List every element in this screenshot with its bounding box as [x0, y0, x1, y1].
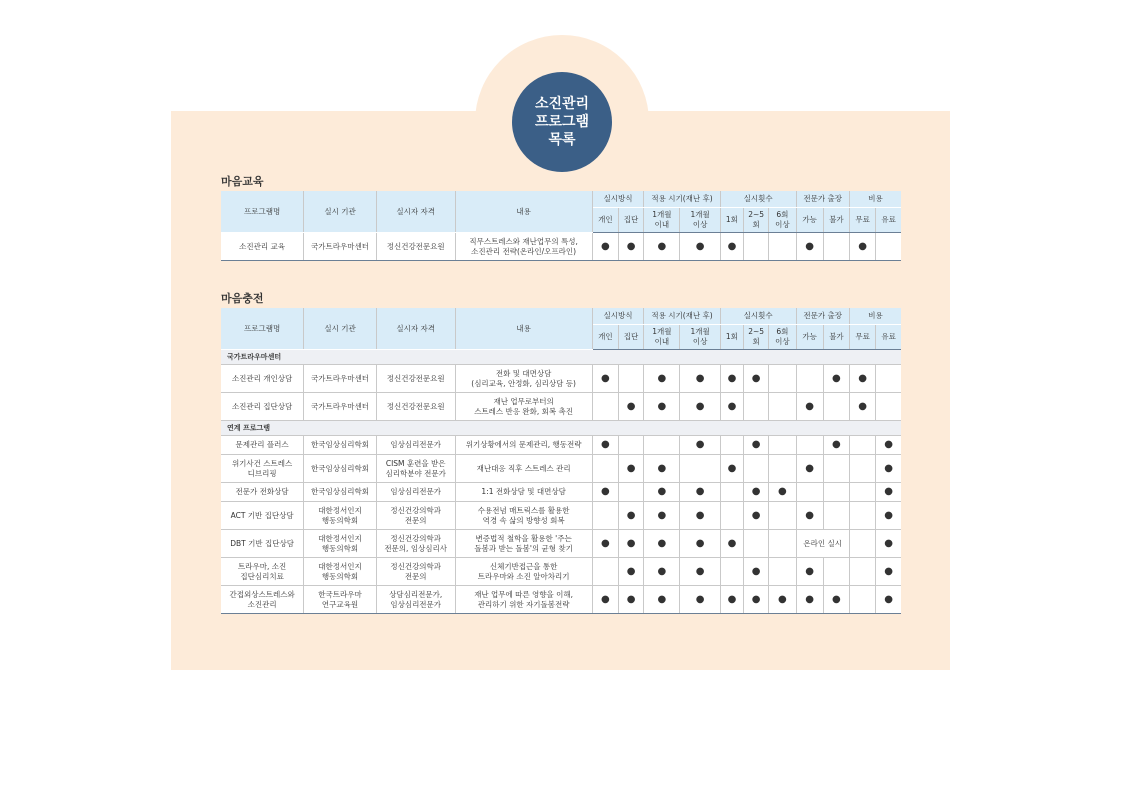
cell-mark	[823, 455, 849, 483]
cell-qual: 상담심리전문가, 임상심리전문가	[376, 586, 455, 614]
cell-mark: ●	[592, 365, 618, 393]
cell-mark	[644, 436, 680, 455]
cell-qual: 임상심리전문가	[376, 436, 455, 455]
cell-mark: ●	[796, 502, 823, 530]
cell-org: 국가트라우마센터	[304, 393, 377, 421]
header-sub: 유료	[876, 208, 901, 233]
cell-mark	[618, 365, 643, 393]
table-row	[221, 558, 901, 586]
cell-mark: ●	[680, 586, 720, 614]
cell-org: 국가트라우마센터	[304, 233, 377, 261]
cell-mark: ●	[796, 558, 823, 586]
cell-mark: ●	[680, 483, 720, 502]
cell-mark: ●	[592, 530, 618, 558]
cell-program: 트라우마, 소진 집단심리치료	[221, 558, 304, 586]
cell-mark	[796, 436, 823, 455]
cell-content: 재난대응 직후 스트레스 관리	[455, 455, 592, 483]
header-content: 내용	[455, 191, 592, 233]
cell-mark: ●	[644, 483, 680, 502]
cell-mark	[849, 586, 875, 614]
cell-mark	[592, 502, 618, 530]
cell-content: 수용전념 매트릭스를 활용한 역경 속 삶의 방향성 회복	[455, 502, 592, 530]
table-row	[221, 393, 901, 421]
cell-program: DBT 기반 집단상담	[221, 530, 304, 558]
cell-qual: 정신건강의학과 전문의, 임상심리사	[376, 530, 455, 558]
cell-mark	[720, 558, 743, 586]
cell-mark	[823, 393, 849, 421]
header-qual: 실시자 자격	[376, 308, 455, 350]
cell-mark	[823, 483, 849, 502]
cell-mark: ●	[618, 455, 643, 483]
cell-mark	[849, 530, 875, 558]
cell-mark	[823, 558, 849, 586]
cell-mark	[849, 502, 875, 530]
header-sub: 가능	[796, 208, 823, 233]
cell-mark: ●	[849, 393, 875, 421]
cell-program: ACT 기반 집단상담	[221, 502, 304, 530]
header-group: 전문가 출장	[796, 308, 849, 325]
cell-content: 변증법적 철학을 활용한 '주는 돌봄과 받는 돌봄'의 균형 찾기	[455, 530, 592, 558]
education-table	[221, 191, 901, 261]
cell-program: 전문가 전화상담	[221, 483, 304, 502]
header-org: 실시 기관	[304, 308, 377, 350]
cell-mark: ●	[823, 436, 849, 455]
header-sub: 불가	[823, 325, 849, 350]
section-title-recharge: 마음충전	[221, 292, 264, 305]
header-group: 실시횟수	[720, 308, 796, 325]
cell-mark: ●	[680, 436, 720, 455]
cell-mark	[849, 483, 875, 502]
cell-mark: ●	[644, 586, 680, 614]
group-row	[221, 350, 901, 365]
cell-mark: ●	[644, 502, 680, 530]
cell-mark	[769, 393, 796, 421]
cell-mark	[592, 455, 618, 483]
header-sub: 개인	[592, 325, 618, 350]
cell-mark	[720, 502, 743, 530]
group-label: 연계 프로그램	[221, 421, 901, 436]
cell-content: 전화 및 대면상담 (심리교육, 안정화, 심리상담 등)	[455, 365, 592, 393]
cell-mark	[769, 455, 796, 483]
header-sub: 무료	[849, 208, 875, 233]
header-group: 실시방식	[592, 308, 643, 325]
cell-org: 국가트라우마센터	[304, 365, 377, 393]
header-sub: 유료	[876, 325, 901, 350]
header-group: 적용 시기(재난 후)	[644, 191, 721, 208]
cell-mark: ●	[744, 586, 769, 614]
cell-mark: ●	[680, 233, 720, 261]
cell-mark	[592, 558, 618, 586]
cell-content: 1:1 전화상담 및 대면상담	[455, 483, 592, 502]
cell-mark: ●	[680, 365, 720, 393]
cell-note: 온라인 실시	[796, 530, 849, 558]
header-group: 실시방식	[592, 191, 643, 208]
cell-mark: ●	[823, 365, 849, 393]
header-sub: 1개월 이내	[644, 325, 680, 350]
header-sub: 집단	[618, 208, 643, 233]
cell-mark	[769, 558, 796, 586]
cell-qual: 정신건강전문요원	[376, 233, 455, 261]
table-row	[221, 483, 901, 502]
header-sub: 2~5 회	[744, 325, 769, 350]
cell-mark	[618, 483, 643, 502]
cell-content: 직무스트레스와 재난업무의 특성, 소진관리 전략(온라인/오프라인)	[455, 233, 592, 261]
group-row	[221, 421, 901, 436]
cell-mark: ●	[618, 502, 643, 530]
header-group: 비용	[849, 308, 901, 325]
cell-content: 위기상황에서의 문제관리, 행동전략	[455, 436, 592, 455]
cell-mark: ●	[876, 502, 901, 530]
header-sub: 개인	[592, 208, 618, 233]
cell-mark	[769, 436, 796, 455]
header-sub: 1개월 이상	[680, 208, 720, 233]
cell-mark	[744, 455, 769, 483]
cell-mark	[744, 233, 769, 261]
header-sub: 2~5 회	[744, 208, 769, 233]
header-sub: 1회	[720, 208, 743, 233]
cell-mark: ●	[720, 455, 743, 483]
table-header	[221, 191, 901, 233]
cell-mark: ●	[823, 586, 849, 614]
cell-mark	[744, 530, 769, 558]
cell-mark	[592, 393, 618, 421]
header-sub: 1회	[720, 325, 743, 350]
cell-qual: 임상심리전문가	[376, 483, 455, 502]
cell-org: 대한정서인지 행동의학회	[304, 558, 377, 586]
cell-mark	[876, 365, 901, 393]
cell-mark	[849, 558, 875, 586]
cell-mark: ●	[744, 558, 769, 586]
cell-mark	[823, 502, 849, 530]
header-qual: 실시자 자격	[376, 191, 455, 233]
cell-mark: ●	[744, 483, 769, 502]
table-row	[221, 502, 901, 530]
cell-mark: ●	[680, 502, 720, 530]
table-row	[221, 233, 901, 261]
cell-mark: ●	[680, 393, 720, 421]
header-sub: 1개월 이내	[644, 208, 680, 233]
cell-mark	[720, 483, 743, 502]
cell-mark: ●	[769, 483, 796, 502]
cell-program: 문제관리 플러스	[221, 436, 304, 455]
table-row	[221, 530, 901, 558]
cell-mark	[744, 393, 769, 421]
cell-qual: 정신건강의학과 전문의	[376, 502, 455, 530]
table-row	[221, 365, 901, 393]
cell-mark: ●	[876, 558, 901, 586]
cell-mark: ●	[876, 455, 901, 483]
cell-program: 소진관리 집단상담	[221, 393, 304, 421]
cell-mark: ●	[618, 586, 643, 614]
cell-org: 한국임상심리학회	[304, 483, 377, 502]
cell-mark: ●	[644, 455, 680, 483]
cell-org: 한국임상심리학회	[304, 455, 377, 483]
cell-mark: ●	[796, 455, 823, 483]
table-row	[221, 586, 901, 614]
cell-mark: ●	[744, 436, 769, 455]
cell-org: 대한정서인지 행동의학회	[304, 502, 377, 530]
header-content: 내용	[455, 308, 592, 350]
cell-mark	[876, 233, 901, 261]
header-sub: 가능	[796, 325, 823, 350]
cell-program: 소진관리 교육	[221, 233, 304, 261]
header-group: 적용 시기(재난 후)	[644, 308, 721, 325]
header-program: 프로그램명	[221, 308, 304, 350]
group-label: 국가트라우마센터	[221, 350, 901, 365]
cell-mark	[618, 436, 643, 455]
cell-mark: ●	[876, 436, 901, 455]
cell-program: 위기사건 스트레스 디브리핑	[221, 455, 304, 483]
cell-org: 한국트라우마 연구교육원	[304, 586, 377, 614]
cell-qual: 정신건강의학과 전문의	[376, 558, 455, 586]
cell-mark: ●	[680, 558, 720, 586]
section-title-education: 마음교육	[221, 175, 264, 188]
cell-mark: ●	[876, 530, 901, 558]
cell-qual: CISM 훈련을 받은 심리학분야 전문가	[376, 455, 455, 483]
header-group: 비용	[849, 191, 901, 208]
cell-mark: ●	[796, 233, 823, 261]
cell-mark	[680, 455, 720, 483]
cell-qual: 정신건강전문요원	[376, 365, 455, 393]
cell-mark	[769, 530, 796, 558]
cell-mark: ●	[849, 233, 875, 261]
cell-program: 간접외상스트레스와 소진관리	[221, 586, 304, 614]
cell-mark: ●	[618, 233, 643, 261]
cell-mark: ●	[796, 393, 823, 421]
cell-mark	[876, 393, 901, 421]
cell-mark: ●	[720, 393, 743, 421]
cell-mark	[769, 233, 796, 261]
header-sub: 무료	[849, 325, 875, 350]
cell-mark: ●	[720, 530, 743, 558]
cell-mark	[720, 436, 743, 455]
header-sub: 불가	[823, 208, 849, 233]
table-header	[221, 308, 901, 350]
cell-mark: ●	[680, 530, 720, 558]
cell-content: 재난 업무로부터의 스트레스 반응 완화, 회복 촉진	[455, 393, 592, 421]
cell-mark: ●	[644, 393, 680, 421]
cell-mark	[769, 365, 796, 393]
cell-mark: ●	[769, 586, 796, 614]
cell-content: 재난 업무에 따른 영향을 이해, 관리하기 위한 자기돌봄전략	[455, 586, 592, 614]
cell-org: 대한정서인지 행동의학회	[304, 530, 377, 558]
header-group: 실시횟수	[720, 191, 796, 208]
header-program: 프로그램명	[221, 191, 304, 233]
recharge-table	[221, 308, 901, 614]
cell-mark: ●	[644, 365, 680, 393]
cell-mark: ●	[644, 233, 680, 261]
cell-mark: ●	[720, 365, 743, 393]
title-badge	[512, 72, 612, 172]
header-sub: 6회 이상	[769, 325, 796, 350]
cell-mark	[849, 455, 875, 483]
cell-mark: ●	[876, 483, 901, 502]
cell-mark	[796, 365, 823, 393]
cell-content: 신체기반접근을 통한 트라우마와 소진 알아차리기	[455, 558, 592, 586]
cell-mark: ●	[876, 586, 901, 614]
cell-mark: ●	[744, 365, 769, 393]
cell-mark: ●	[849, 365, 875, 393]
cell-mark: ●	[592, 483, 618, 502]
cell-mark	[796, 483, 823, 502]
cell-mark: ●	[592, 436, 618, 455]
cell-mark: ●	[720, 233, 743, 261]
cell-mark: ●	[618, 558, 643, 586]
cell-qual: 정신건강전문요원	[376, 393, 455, 421]
cell-mark: ●	[744, 502, 769, 530]
cell-program: 소진관리 개인상담	[221, 365, 304, 393]
table-row	[221, 436, 901, 455]
cell-mark: ●	[618, 393, 643, 421]
cell-mark	[823, 233, 849, 261]
cell-mark	[769, 502, 796, 530]
cell-mark: ●	[644, 558, 680, 586]
header-group: 전문가 출장	[796, 191, 849, 208]
cell-mark	[849, 436, 875, 455]
cell-mark: ●	[618, 530, 643, 558]
table-row	[221, 455, 901, 483]
cell-mark: ●	[592, 233, 618, 261]
header-org: 실시 기관	[304, 191, 377, 233]
header-sub: 6회 이상	[769, 208, 796, 233]
cell-mark: ●	[644, 530, 680, 558]
cell-mark: ●	[592, 586, 618, 614]
cell-mark: ●	[796, 586, 823, 614]
cell-org: 한국임상심리학회	[304, 436, 377, 455]
title-badge-text: 소진관리 프로그램 목록	[534, 96, 590, 148]
header-sub: 1개월 이상	[680, 325, 720, 350]
cell-mark: ●	[720, 586, 743, 614]
header-sub: 집단	[618, 325, 643, 350]
